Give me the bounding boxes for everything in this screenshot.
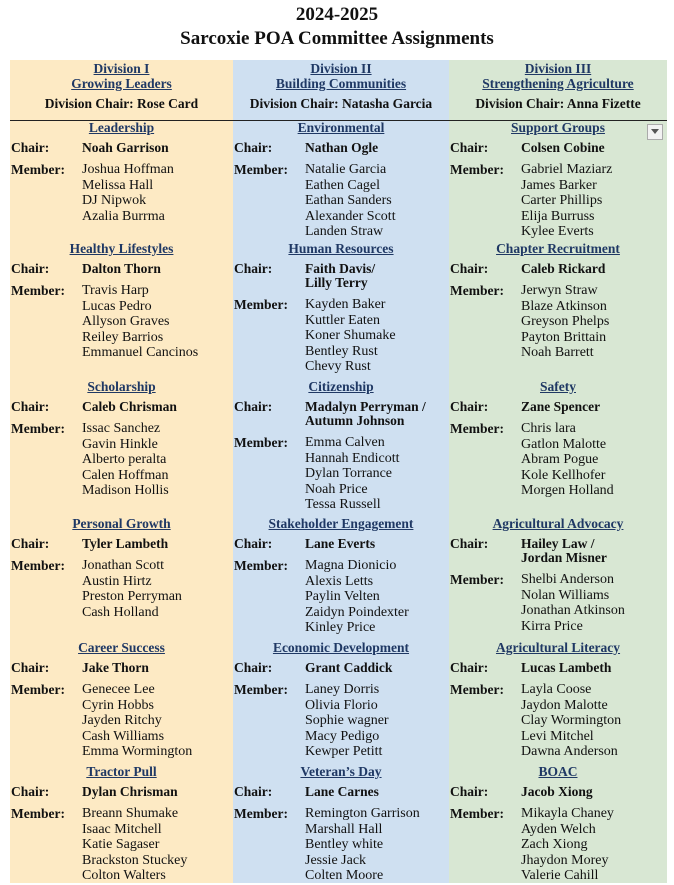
committee-name: Support Groups [511,120,605,135]
member-label: Member: [450,682,504,697]
member-list [82,162,174,224]
member-name: Nolan Williams [521,587,610,603]
member-name: Brackston Stuckey [82,852,188,868]
member-name: Payton Brittain [521,329,607,345]
member-name: Laney Dorris [305,682,380,697]
member-name: Dawna Anderson [521,744,618,760]
member-name: Eathen Cagel [305,177,381,193]
chair-name: Tyler Lambeth [82,536,169,551]
member-list [82,682,192,760]
member-name: Jessie Jack [305,852,367,868]
member-name: Jerwyn Straw [521,283,598,298]
member-name: Zaidyn Poindexter [305,604,409,620]
member-name: Olivia Florio [305,697,378,713]
committee-name: Scholarship [87,379,156,394]
chair-name: Faith Davis/ [305,261,376,276]
member-label: Member: [234,806,288,821]
member-name: Abram Pogue [521,452,599,468]
committee-name: Safety [540,379,576,394]
division-header [10,60,233,120]
member-name: Bentley white [305,837,384,853]
chair-name: Lane Everts [305,536,376,551]
member-name: Morgen Holland [521,483,614,499]
division-header [449,60,667,120]
division-theme: Growing Leaders [71,76,172,91]
division-column-3 [449,60,667,883]
member-name: Jonathan Atkinson [521,603,625,619]
member-name: Cash Williams [82,728,165,744]
chair-label: Chair: [234,399,273,414]
member-list [521,421,614,499]
division-column-1 [10,60,233,883]
member-name: Calen Hoffman [82,467,169,483]
member-label: Member: [11,558,65,573]
member-name: Melissa Hall [82,177,154,193]
document-title: Sarcoxie POA Committee Assignments [180,28,494,49]
committee-table [10,60,667,883]
member-name: Dylan Torrance [305,466,393,482]
chair-label: Chair: [234,660,273,675]
member-name: DJ Nipwok [82,193,147,209]
chair-label: Chair: [450,784,489,799]
member-name: Gavin Hinkle [82,436,158,452]
member-name: Macy Pedigo [305,728,380,744]
chair-label: Chair: [11,261,50,276]
committee-name: Economic Development [272,640,410,655]
member-label: Member: [234,682,288,697]
header-divider [10,120,667,121]
member-list [305,806,420,884]
member-name: Emma Calven [305,435,385,450]
chair-name: Autumn Johnson [305,413,405,428]
chair-name: Jordan Misner [521,550,607,565]
member-label: Member: [234,297,288,312]
member-name: Blaze Atkinson [521,298,607,314]
member-name: Paylin Velten [305,589,380,605]
chair-label: Chair: [450,536,489,551]
member-list [521,283,609,361]
member-list [82,283,198,361]
member-list [82,558,182,620]
member-name: Isaac Mitchell [82,821,162,837]
committee-name: Personal Growth [72,516,171,531]
member-name: Koner Shumake [305,328,396,344]
member-name: Preston Perryman [82,589,182,605]
member-name: Emmanuel Cancinos [82,345,199,361]
member-label: Member: [11,283,65,298]
member-name: Gabriel Maziarz [521,162,613,177]
member-name: Chevy Rust [305,359,371,375]
member-name: Kole Kellhofer [521,467,606,483]
member-label: Member: [234,435,288,450]
member-label: Member: [11,162,65,177]
member-name: Eathan Sanders [305,193,392,209]
chair-label: Chair: [234,261,273,276]
member-name: Cyrin Hobbs [82,697,154,713]
member-name: Jhaydon Morey [521,852,609,868]
chair-name: Caleb Rickard [521,261,606,276]
chair-name: Dalton Thorn [82,261,161,276]
member-list [521,682,621,760]
member-name: Genecee Lee [82,682,155,697]
member-name: Travis Harp [82,283,149,298]
member-name: Kylee Everts [521,224,594,240]
member-name: Noah Price [305,481,368,497]
member-name: Kewper Petitt [305,744,383,760]
committee-name: Human Resources [288,241,394,256]
member-name: Elija Burruss [521,208,595,224]
division-theme: Strengthening Agriculture [482,76,634,91]
committee-name: Citizenship [308,379,374,394]
member-name: Shelbi Anderson [521,572,614,587]
chair-label: Chair: [450,140,489,155]
division-number: Division II [310,61,372,76]
member-name: Alexander Scott [305,208,396,224]
member-name: Landen Straw [305,224,384,240]
chair-name: Jake Thorn [82,660,149,675]
member-name: Kuttler Eaten [305,312,381,328]
member-name: Joshua Hoffman [82,162,174,177]
member-name: Carter Phillips [521,193,603,209]
chair-label: Chair: [234,140,273,155]
member-list [305,297,396,375]
chair-label: Chair: [11,784,50,799]
committee-name: Career Success [78,640,165,655]
chair-name: Noah Garrison [82,140,169,155]
member-list [82,806,187,884]
member-name: Katie Sagaser [82,837,160,853]
chair-name: Grant Caddick [305,660,393,675]
chair-name: Dylan Chrisman [82,784,178,799]
chair-name: Caleb Chrisman [82,399,177,414]
member-list [305,435,399,513]
member-name: Breann Shumake [82,806,179,821]
member-list [521,572,625,634]
chair-label: Chair: [11,399,50,414]
division-chair: Division Chair: Anna Fizette [475,96,641,111]
chair-label: Chair: [450,261,489,276]
committee-name: Stakeholder Engagement [268,516,414,531]
member-name: Emma Wormington [82,744,193,760]
member-name: Kirra Price [521,618,583,634]
member-name: Jaydon Malotte [521,697,608,713]
chair-label: Chair: [11,660,50,675]
member-label: Member: [450,572,504,587]
member-name: Remington Garrison [305,806,420,821]
chair-name: Lane Carnes [305,784,379,799]
member-name: Magna Dionicio [305,558,397,573]
member-list [305,162,396,240]
member-name: Tessa Russell [305,497,381,513]
member-name: Kinley Price [305,620,376,636]
member-list [82,421,169,499]
member-name: Natalie Garcia [305,162,387,177]
chair-name: Colsen Cobine [521,140,605,155]
member-name: Allyson Graves [82,314,170,330]
member-name: Jonathan Scott [82,558,165,573]
committee-name: Healthy Lifestyles [69,241,174,256]
member-name: Alexis Letts [305,573,374,589]
committee-name: Agricultural Literacy [495,640,621,655]
committee-name: Agricultural Advocacy [492,516,624,531]
division-theme: Building Communities [275,76,407,91]
filter-dropdown-icon[interactable] [647,124,663,140]
member-name: Reiley Barrios [82,329,164,345]
chair-label: Chair: [450,660,489,675]
chair-label: Chair: [11,140,50,155]
division-column-2 [233,60,449,883]
member-name: Valerie Cahill [521,868,599,884]
member-name: Lucas Pedro [82,298,152,314]
member-name: Mikayla Chaney [521,806,614,821]
committee-name: Veteran’s Day [300,764,382,779]
member-name: Noah Barrett [521,345,594,361]
member-list [305,682,389,760]
member-name: Colton Walters [82,868,166,884]
chair-name: Lucas Lambeth [521,660,612,675]
member-list [521,162,612,240]
chair-name: Madalyn Perryman / [305,399,426,414]
chair-label: Chair: [234,784,273,799]
committee-name: Leadership [88,120,155,135]
member-name: Azalia Burrma [82,208,165,224]
member-name: James Barker [521,177,597,193]
member-name: Kayden Baker [305,297,386,312]
committee-name: Tractor Pull [86,764,157,779]
member-label: Member: [11,682,65,697]
member-name: Zach Xiong [521,837,588,853]
committee-name: Environmental [297,120,385,135]
member-label: Member: [450,162,504,177]
chair-name: Jacob Xiong [521,784,593,799]
division-number: Division III [524,61,592,76]
member-label: Member: [11,806,65,821]
member-name: Jayden Ritchy [82,713,162,729]
member-label: Member: [450,421,504,436]
member-list [305,558,409,636]
member-name: Cash Holland [82,604,159,620]
member-label: Member: [450,806,504,821]
member-list [521,806,614,884]
member-name: Layla Coose [521,682,592,697]
member-name: Alberto peralta [82,452,167,468]
member-label: Member: [234,558,288,573]
chair-name: Nathan Ogle [305,140,379,155]
member-name: Madison Hollis [82,483,169,499]
division-chair: Division Chair: Rose Card [44,96,199,111]
member-name: Marshall Hall [305,821,383,837]
member-name: Chris lara [521,421,576,436]
member-name: Bentley Rust [305,343,378,359]
member-name: Ayden Welch [521,821,596,837]
member-name: Greyson Phelps [521,314,610,330]
member-name: Austin Hirtz [82,573,152,589]
division-chair: Division Chair: Natasha Garcia [249,96,433,111]
member-name: Clay Wormington [521,713,622,729]
member-name: Issac Sanchez [82,421,161,436]
chair-name: Hailey Law / [521,536,595,551]
member-name: Sophie wagner [305,713,389,729]
chair-name: Zane Spencer [521,399,601,414]
committee-name: BOAC [538,764,578,779]
member-name: Levi Mitchel [521,728,594,744]
member-label: Member: [234,162,288,177]
member-label: Member: [450,283,504,298]
document-year: 2024-2025 [295,4,379,25]
chair-label: Chair: [11,536,50,551]
member-name: Gatlon Malotte [521,436,607,452]
member-name: Hannah Endicott [305,450,400,466]
chair-name: Lilly Terry [305,275,368,290]
chair-label: Chair: [234,536,273,551]
member-label: Member: [11,421,65,436]
committee-name: Chapter Recruitment [496,241,620,256]
member-name: Colten Moore [305,868,384,884]
division-header [233,60,449,120]
chair-label: Chair: [450,399,489,414]
division-number: Division I [93,61,150,76]
